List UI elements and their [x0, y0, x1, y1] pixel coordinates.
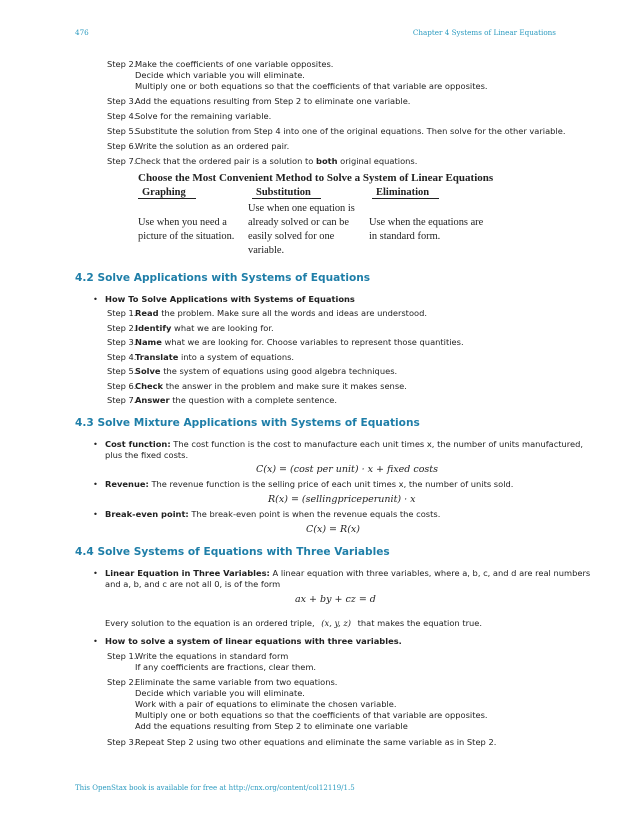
footer-text: This OpenStax book is available for free at http://cnx.org/content/col12119/1.5 — [75, 784, 355, 792]
section-title-4-3: 4.3 Solve Mixture Applications with Systems of Equations — [75, 417, 420, 429]
table-header-substitution: Substitution — [252, 187, 321, 199]
bullet-icon: • — [93, 568, 98, 578]
bullet-icon: • — [93, 636, 98, 646]
page-number: 476 — [75, 28, 89, 37]
bullet-item: • How To Solve Applications with Systems of Equations — [93, 294, 355, 304]
step-item: Step 1. Read the problem. Make sure all the words and ideas are understood. — [107, 308, 427, 318]
bullet-item: • Linear Equation in Three Variables: A linear equation with three variables, where a, b, c, and d are real numbers and a, b, and c are not all 0, is of the form — [93, 568, 591, 589]
bullet-item: • Break-even point: The break-even point is when the revenue equals the costs. — [93, 509, 441, 519]
step-item: Step 3. Repeat Step 2 using two other equations and eliminate the same variable as in Step 2. — [107, 737, 497, 747]
ordered-triple-text: Every solution to the equation is an ordered triple, (x, y, z) that makes the equation true. — [105, 618, 482, 628]
step-item: Step 6. Write the solution as an ordered pair. — [107, 141, 290, 151]
bullet-icon: • — [93, 439, 98, 449]
method-table-title: Choose the Most Convenient Method to Solve a System of Linear Equations — [138, 172, 494, 184]
step-item: Step 3. Name what we are looking for. Choose variables to represent those quantities. — [107, 337, 464, 347]
cost-function-formula: C(x) = (cost per unit) · x + fixed costs — [256, 464, 439, 475]
linear-equation-formula: ax + by + cz = d — [295, 594, 376, 605]
bullet-item: • Revenue: The revenue function is the selling price of each unit times x, the number of units sold. — [93, 479, 514, 489]
three-variable-steps — [107, 651, 567, 748]
step-item: Step 3. Add the equations resulting from Step 2 to eliminate one variable. — [107, 96, 411, 106]
section-title-4-4: 4.4 Solve Systems of Equations with Three Variables — [75, 546, 390, 558]
table-cell-elimination: Use when the equations are in standard form. — [369, 217, 484, 242]
step-item: Step 4. Translate into a system of equations. — [107, 351, 295, 362]
chapter-header: Chapter 4 Systems of Linear Equations — [412, 28, 556, 37]
step-item: Step 5. Substitute the solution from Step 4 into one of the original equations. Then solve for the other variable. — [107, 126, 566, 136]
step-item: Step 7. Check that the ordered pair is a solution to both original equations. — [107, 156, 418, 166]
bullet-item: • Cost function: The cost function is the cost to manufacture each unit times x, the number of units manufactured, plus the fixed costs. — [93, 439, 584, 460]
step-item: Step 5. Solve the system of equations using good algebra techniques. — [107, 366, 398, 376]
step-item: Step 2. Make the coefficients of one variable opposites. Decide which variable you will eliminate. Multiply one or both equations so that the coefficients of that variable are opposites. — [107, 59, 488, 91]
bullet-icon: • — [93, 294, 98, 304]
section-title-4-2: 4.2 Solve Applications with Systems of Equations — [75, 272, 371, 284]
step-item: Step 4. Solve for the remaining variable. — [107, 111, 272, 121]
bullet-item: • How to solve a system of linear equations with three variables. — [93, 636, 402, 646]
table-header-graphing: Graphing — [138, 187, 196, 199]
step-item: Step 1. Write the equations in standard form If any coefficients are fractions, clear them. — [107, 651, 317, 672]
bullet-icon: • — [93, 479, 98, 489]
step-item: Step 2. Eliminate the same variable from two equations. Decide which variable you will eliminate. Work with a pair of equations to eliminate the chosen variable. Multiply one or both equations so that the coefficients of that variable are opposites. Add the equations resulting from Step 2 to eliminate one variable — [107, 677, 488, 731]
applications-steps — [107, 308, 567, 406]
bullet-icon: • — [93, 509, 98, 519]
break-even-formula: C(x) = R(x) — [306, 524, 360, 535]
table-cell-graphing: Use when you need a picture of the situation. — [138, 217, 235, 242]
step-item: Step 7. Answer the question with a complete sentence. — [107, 395, 337, 405]
elimination-steps — [107, 59, 567, 167]
table-header-elimination: Elimination — [372, 187, 439, 199]
step-item: Step 2. Identify what we are looking for. — [107, 322, 274, 333]
revenue-formula: R(x) = (sellingpriceperunit) · x — [268, 494, 416, 505]
step-item: Step 6. Check the answer in the problem and make sure it makes sense. — [107, 380, 407, 391]
table-cell-substitution: Use when one equation is already solved or can be easily solved for one variable. — [248, 203, 355, 256]
